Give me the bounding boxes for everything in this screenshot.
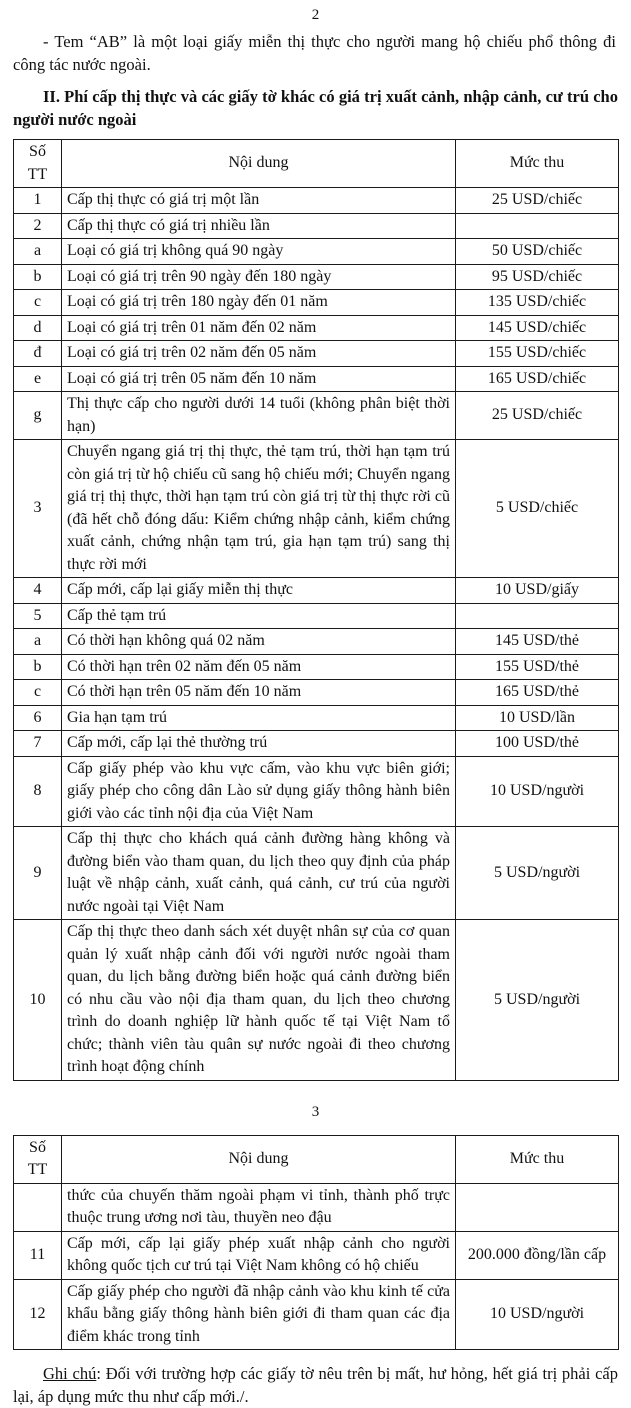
row-muc-thu: 50 USD/chiếc	[456, 239, 619, 265]
row-noi-dung: Loại có giá trị không quá 90 ngày	[62, 239, 456, 265]
column-header-noi-dung: Nội dung	[62, 140, 456, 188]
column-header-muc-thu: Mức thu	[456, 1135, 619, 1183]
fee-table-page-2	[13, 139, 619, 1081]
note-text: : Đối với trường hợp các giấy tờ nêu trên bị mất, hư hỏng, hết giá trị phải cấp lại, áp dụng mức thu như cấp mới./.	[13, 1364, 618, 1406]
row-stt: b	[14, 264, 62, 290]
note-label: Ghi chú	[43, 1364, 96, 1383]
row-stt: đ	[14, 341, 62, 367]
row-noi-dung: Cấp giấy phép vào khu vực cấm, vào khu vực biên giới; giấy phép cho công dân Lào sử dụng giấy thông hành biên giới vào các tỉnh nội địa của Việt Nam	[62, 756, 456, 827]
table-row	[14, 1279, 619, 1350]
row-noi-dung: Loại có giá trị trên 01 năm đến 02 năm	[62, 315, 456, 341]
table-row	[14, 239, 619, 265]
row-muc-thu: 165 USD/chiếc	[456, 366, 619, 392]
table-row	[14, 731, 619, 757]
row-noi-dung: Có thời hạn trên 02 năm đến 05 năm	[62, 654, 456, 680]
table-row	[14, 1183, 619, 1231]
row-muc-thu: 5 USD/chiếc	[456, 440, 619, 578]
row-stt: b	[14, 654, 62, 680]
row-stt: 1	[14, 188, 62, 214]
table-row	[14, 341, 619, 367]
section-heading-ii	[13, 76, 618, 131]
row-muc-thu: 155 USD/chiếc	[456, 341, 619, 367]
section-heading-text: II. Phí cấp thị thực và các giấy tờ khác có giá trị xuất cảnh, nhập cảnh, cư trú cho người nước ngoài	[13, 87, 618, 129]
row-noi-dung: Thị thực cấp cho người dưới 14 tuổi (không phân biệt thời hạn)	[62, 392, 456, 440]
column-header-stt-line2: TT	[19, 164, 56, 187]
table-row	[14, 188, 619, 214]
row-stt: 9	[14, 827, 62, 920]
row-stt: 8	[14, 756, 62, 827]
row-stt	[14, 1183, 62, 1231]
row-stt: c	[14, 290, 62, 316]
row-stt: d	[14, 315, 62, 341]
row-muc-thu: 200.000 đồng/lần cấp	[456, 1231, 619, 1279]
row-muc-thu: 10 USD/người	[456, 1279, 619, 1350]
row-noi-dung: Cấp mới, cấp lại giấy phép xuất nhập cảnh cho người không quốc tịch cư trú tại Việt Nam không có hộ chiếu	[62, 1231, 456, 1279]
row-muc-thu: 135 USD/chiếc	[456, 290, 619, 316]
row-noi-dung: Cấp thẻ tạm trú	[62, 603, 456, 629]
column-header-stt-line2: TT	[19, 1159, 56, 1182]
row-muc-thu: 100 USD/thẻ	[456, 731, 619, 757]
row-noi-dung: Cấp thị thực theo danh sách xét duyệt nhân sự của cơ quan quản lý xuất nhập cảnh đối với người nước ngoài tham quan, du lịch bằng đường biển hoặc quá cảnh đường biển có nhu cầu vào nội địa tham quan, du lịch theo chương trình do doanh nghiệp lữ hành quốc tế tại Việt Nam tổ chức; thành viên tàu quân sự nước ngoài đi theo chương trình hoạt động chính	[62, 920, 456, 1081]
footer-note	[13, 1350, 618, 1408]
fee-table-body-page-2	[14, 188, 619, 1081]
row-stt: e	[14, 366, 62, 392]
row-stt: 2	[14, 213, 62, 239]
table-row	[14, 213, 619, 239]
table-row	[14, 578, 619, 604]
page-number-3: 3	[13, 1097, 618, 1127]
column-header-stt-line1: Số	[19, 141, 56, 164]
page-number-2: 2	[13, 0, 618, 30]
fee-table-page-3	[13, 1135, 619, 1351]
row-noi-dung: Cấp giấy phép cho người đã nhập cảnh vào khu kinh tế cửa khẩu bằng giấy thông hành biên giới đi tham quan các địa điểm khác trong tỉnh	[62, 1279, 456, 1350]
row-noi-dung: Chuyển ngang giá trị thị thực, thẻ tạm trú, thời hạn tạm trú còn giá trị từ hộ chiếu cũ sang hộ chiếu mới; Chuyển ngang giá trị thị thực, thời hạn tạm trú còn giá trị từ thị thực rời cũ (đã hết chỗ đóng dấu: Kiểm chứng nhập cảnh, kiểm chứng xuất cảnh, chứng nhận tạm trú, gia hạn tạm trú) sang thị thực rời mới	[62, 440, 456, 578]
row-noi-dung: Gia hạn tạm trú	[62, 705, 456, 731]
table-row	[14, 680, 619, 706]
row-muc-thu: 10 USD/lần	[456, 705, 619, 731]
row-noi-dung: Loại có giá trị trên 02 năm đến 05 năm	[62, 341, 456, 367]
row-muc-thu	[456, 213, 619, 239]
row-stt: 6	[14, 705, 62, 731]
table-row	[14, 392, 619, 440]
row-noi-dung: Cấp thị thực cho khách quá cảnh đường hàng không và đường biển vào tham quan, du lịch theo quy định của pháp luật về nhập cảnh, xuất cảnh, quá cảnh, cư trú của người nước ngoài tại Việt Nam	[62, 827, 456, 920]
row-muc-thu: 10 USD/giấy	[456, 578, 619, 604]
table-row	[14, 290, 619, 316]
row-stt: 12	[14, 1279, 62, 1350]
row-muc-thu: 165 USD/thẻ	[456, 680, 619, 706]
fee-table-body-page-3	[14, 1183, 619, 1350]
table-row	[14, 603, 619, 629]
row-muc-thu: 145 USD/chiếc	[456, 315, 619, 341]
intro-paragraph-text: - Tem “AB” là một loại giấy miễn thị thực cho người mang hộ chiếu phổ thông đi công tác nước ngoài.	[13, 32, 616, 74]
row-muc-thu	[456, 1183, 619, 1231]
table-row	[14, 705, 619, 731]
table-row	[14, 315, 619, 341]
row-muc-thu: 155 USD/thẻ	[456, 654, 619, 680]
row-stt: 11	[14, 1231, 62, 1279]
intro-paragraph	[13, 30, 618, 76]
row-muc-thu: 10 USD/người	[456, 756, 619, 827]
table-row	[14, 629, 619, 655]
row-muc-thu: 95 USD/chiếc	[456, 264, 619, 290]
table-row	[14, 827, 619, 920]
table-row	[14, 654, 619, 680]
document-page-3	[0, 1097, 631, 1408]
row-noi-dung: Cấp thị thực có giá trị nhiều lần	[62, 213, 456, 239]
table-row	[14, 366, 619, 392]
page-break-gap	[0, 1081, 631, 1097]
row-muc-thu: 25 USD/chiếc	[456, 188, 619, 214]
column-header-noi-dung: Nội dung	[62, 1135, 456, 1183]
row-stt: a	[14, 629, 62, 655]
row-noi-dung: Cấp mới, cấp lại giấy miễn thị thực	[62, 578, 456, 604]
row-stt: 7	[14, 731, 62, 757]
row-noi-dung: Loại có giá trị trên 05 năm đến 10 năm	[62, 366, 456, 392]
column-header-muc-thu: Mức thu	[456, 140, 619, 188]
row-stt: 4	[14, 578, 62, 604]
column-header-stt-line1: Số	[19, 1137, 56, 1160]
column-header-stt	[14, 140, 62, 188]
table-row	[14, 440, 619, 578]
row-muc-thu: 5 USD/người	[456, 827, 619, 920]
row-muc-thu: 145 USD/thẻ	[456, 629, 619, 655]
row-noi-dung: Có thời hạn không quá 02 năm	[62, 629, 456, 655]
table-row	[14, 756, 619, 827]
row-stt: c	[14, 680, 62, 706]
row-stt: 10	[14, 920, 62, 1081]
row-noi-dung: thức của chuyến thăm ngoài phạm vi tỉnh, thành phố trực thuộc trung ương nơi tàu, thuyền neo đậu	[62, 1183, 456, 1231]
table-row	[14, 264, 619, 290]
table-row	[14, 920, 619, 1081]
row-noi-dung: Cấp thị thực có giá trị một lần	[62, 188, 456, 214]
table-header-row	[14, 1135, 619, 1183]
row-noi-dung: Loại có giá trị trên 90 ngày đến 180 ngày	[62, 264, 456, 290]
column-header-stt	[14, 1135, 62, 1183]
row-muc-thu	[456, 603, 619, 629]
table-header-row	[14, 140, 619, 188]
row-stt: g	[14, 392, 62, 440]
row-muc-thu: 25 USD/chiếc	[456, 392, 619, 440]
table-row	[14, 1231, 619, 1279]
row-stt: 5	[14, 603, 62, 629]
row-noi-dung: Loại có giá trị trên 180 ngày đến 01 năm	[62, 290, 456, 316]
row-noi-dung: Có thời hạn trên 05 năm đến 10 năm	[62, 680, 456, 706]
row-noi-dung: Cấp mới, cấp lại thẻ thường trú	[62, 731, 456, 757]
row-stt: 3	[14, 440, 62, 578]
row-stt: a	[14, 239, 62, 265]
row-muc-thu: 5 USD/người	[456, 920, 619, 1081]
